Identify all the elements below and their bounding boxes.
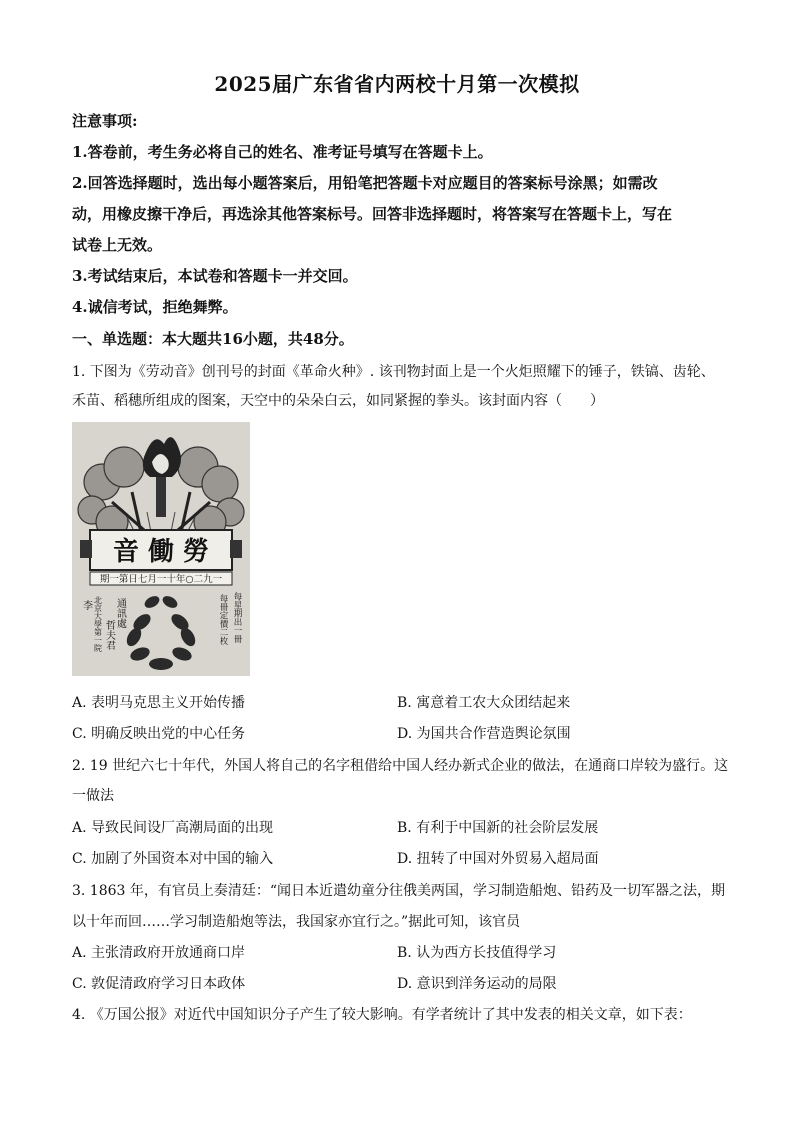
question-2-option-a: A. 导致民间设厂高潮局面的出现 bbox=[72, 820, 274, 836]
question-2-line: 一做法 bbox=[72, 788, 114, 804]
cover-date-line: 期一第日七月一十年○二九一 bbox=[99, 574, 223, 585]
question-2-option-c: C. 加剧了外国资本对中国的输入 bbox=[72, 851, 274, 867]
page-title: 2025届广东省省内两校十月第一次模拟 bbox=[214, 72, 580, 96]
question-3-line: 以十年而回……学习制造船炮等法，我国家亦宜行之。”据此可知，该官员 bbox=[72, 914, 521, 930]
question-1-line: 禾苗、稻穗所组成的图案，天空中的朵朵白云，如同紧握的拳头。该封面内容（ ） bbox=[72, 393, 604, 409]
magazine-cover-image bbox=[72, 422, 250, 676]
cover-right-col-2: 每冊定價二枚 bbox=[218, 594, 228, 645]
question-2-line: 2. 19 世纪六七十年代，外国人将自己的名字租借给中国人经办新式企业的做法，在通商口岸较为盛行。这 bbox=[72, 758, 729, 774]
notes-item: 试卷上无效。 bbox=[72, 236, 163, 254]
question-2-option-d: D. 扭转了中国对外贸易入超局面 bbox=[397, 851, 599, 867]
notes-heading: 注意事项: bbox=[72, 112, 138, 130]
question-1-line: 1. 下图为《劳动音》创刊号的封面《革命火种》. 该刊物封面上是一个火炬照耀下的锤子，铁镐、齿轮、 bbox=[72, 364, 715, 380]
notes-item: 1.答卷前，考生务必将自己的姓名、准考证号填写在答题卡上。 bbox=[72, 143, 493, 161]
cover-masthead: 音 働 勞 bbox=[112, 537, 210, 567]
notes-item: 3.考试结束后，本试卷和答题卡一并交回。 bbox=[72, 267, 358, 285]
notes-item: 动，用橡皮擦干净后，再选涂其他答案标号。回答非选择题时，将答案写在答题卡上，写在 bbox=[72, 205, 673, 223]
question-1-option-c: C. 明确反映出党的中心任务 bbox=[72, 726, 246, 742]
question-1-option-b: B. 寓意着工农大众团结起来 bbox=[397, 695, 571, 711]
question-3-option-b: B. 认为西方长技值得学习 bbox=[397, 945, 557, 961]
cover-right-col-1: 每星期出一冊 bbox=[232, 592, 242, 643]
cover-left-col-4: 哲夫君 bbox=[103, 620, 115, 650]
question-1-option-d: D. 为国共合作营造舆论氛围 bbox=[397, 726, 571, 742]
question-3-option-d: D. 意识到洋务运动的局限 bbox=[397, 976, 557, 992]
question-2-option-b: B. 有利于中国新的社会阶层发展 bbox=[397, 820, 599, 836]
notes-item: 2.回答选择题时，选出每小题答案后，用铅笔把答题卡对应题目的答案标号涂黑；如需改 bbox=[72, 174, 658, 192]
question-3-option-c: C. 敦促清政府学习日本政体 bbox=[72, 976, 246, 992]
cover-left-col-3: 北京大學第一院 bbox=[93, 596, 103, 652]
cover-left-col-1: 李 bbox=[80, 600, 92, 610]
notes-item: 4.诚信考试，拒绝舞弊。 bbox=[72, 298, 238, 316]
question-4-line: 4. 《万国公报》对近代中国知识分子产生了较大影响。有学者统计了其中发表的相关文章，如下表： bbox=[72, 1007, 692, 1023]
section-heading: 一、单选题：本大题共16小题，共48分。 bbox=[72, 330, 354, 348]
question-1-option-a: A. 表明马克思主义开始传播 bbox=[72, 695, 246, 711]
question-3-option-a: A. 主张清政府开放通商口岸 bbox=[72, 945, 246, 961]
question-3-line: 3. 1863 年，有官员上奏清廷：“闻日本近遣幼童分往俄美两国，学习制造船炮、铅药及一切军器之法，期 bbox=[72, 883, 726, 899]
cover-left-col-2: 通訊處 bbox=[114, 598, 126, 628]
